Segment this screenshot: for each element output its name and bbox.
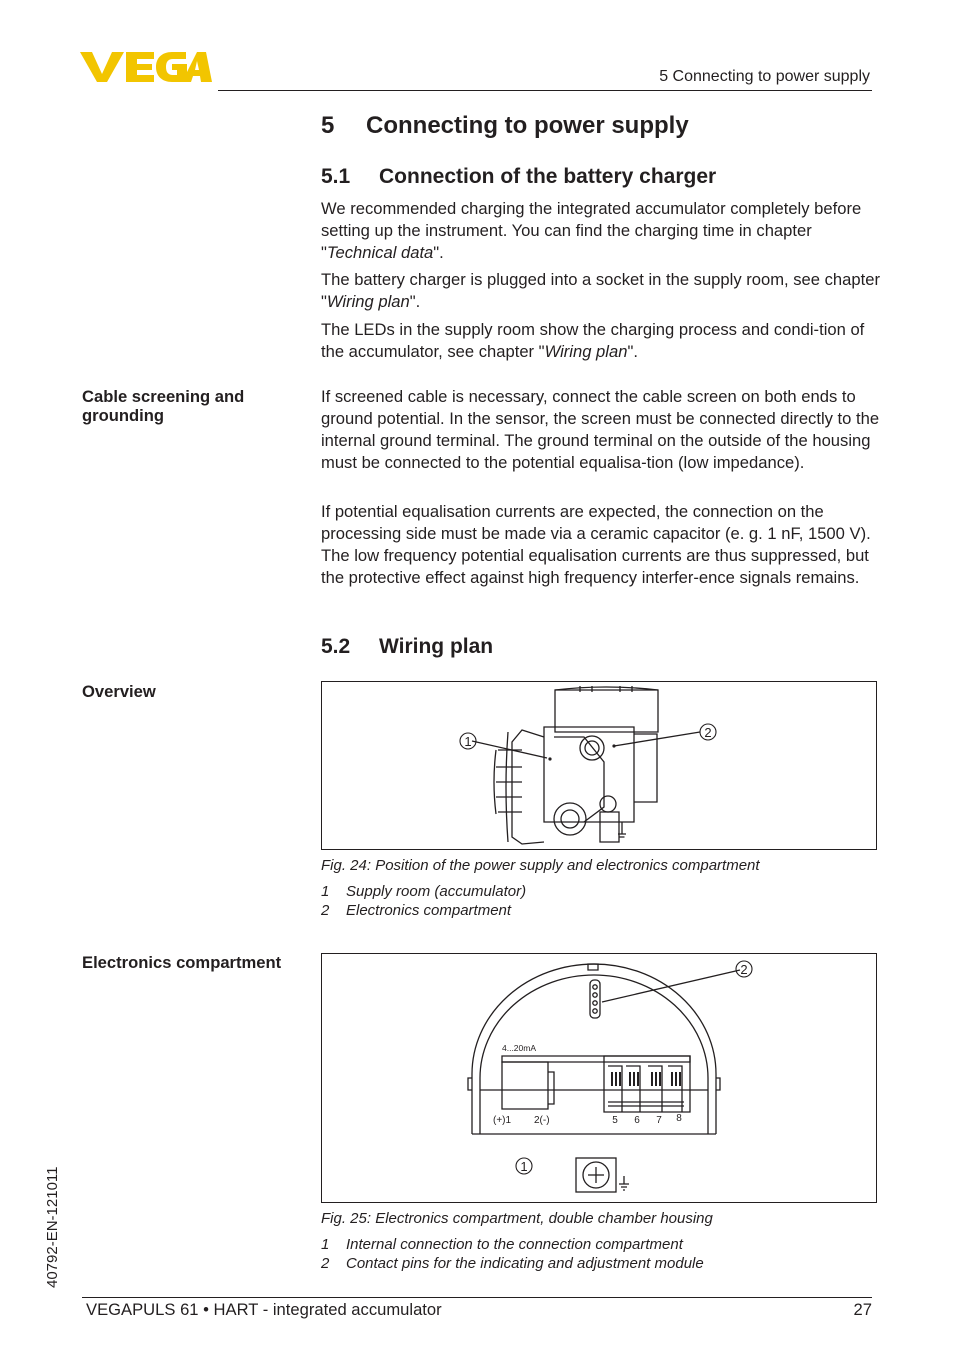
section-heading-5-1 [321,165,716,189]
terminal-5-label: 5 [612,1115,618,1126]
chapter-ref-technical-data: Technical data [326,243,434,262]
callout-2: 2 [740,962,748,977]
legend-number: 2 [321,902,330,919]
legend-item [321,1254,704,1273]
footer-rule [82,1297,872,1298]
chapter-number: 5 [321,112,335,139]
ground-terminal [576,1158,629,1192]
callout-1: 1 [464,734,472,749]
section-title: Wiring plan [379,635,494,658]
terminal-7-label: 7 [656,1115,662,1126]
battery-paragraph-3 [321,319,881,363]
legend-number: 2 [321,1255,330,1272]
chapter-title: Connecting to power supply [366,112,689,139]
legend-text: Electronics compartment [346,902,512,919]
vega-logo [80,50,212,84]
figure-25-caption: Fig. 25: Electronics compartment, double chamber housing [321,1210,713,1227]
page-number: 27 [853,1300,872,1319]
text-run: The LEDs in the supply room show the charging process and condi-tion of the accumulator, see chapter " [321,320,865,361]
battery-paragraph-2 [321,269,881,313]
text-run: ". [409,292,421,311]
text-run: We recommended charging the integrated accumulator completely before setting up the instrument. You can find the charging time in chapter " [321,199,862,262]
figure-25-legend [321,1235,704,1273]
callout-2: 2 [704,725,712,740]
footer-title: VEGAPULS 61 • HART - integrated accumulator [86,1300,442,1319]
section-title: Connection of the battery charger [379,165,717,188]
legend-text: Internal connection to the connection compartment [346,1236,683,1253]
figure-24-caption: Fig. 24: Position of the power supply and electronics compartment [321,857,760,874]
text-run: ". [433,243,444,262]
legend-number: 1 [321,883,330,900]
legend-item [321,882,526,901]
current-label: 4...20mA [502,1043,537,1053]
legend-text: Supply room (accumulator) [346,883,527,900]
terminal-plus-label: (+)1 [493,1115,512,1126]
cable-screening-paragraph-1: If screened cable is necessary, connect the cable screen on both ends to ground potential. In the sensor, the screen must be connected directly to the internal ground terminal. The ground terminal on the outside of the housing must be connected to the potential equalisa-tion (low impedance). [321,387,880,472]
legend-number: 1 [321,1236,330,1253]
chapter-heading [321,112,689,140]
text-run: The battery charger is plugged into a socket in the supply room, see chapter " [321,270,880,311]
text-run: ". [627,342,638,361]
side-heading-cable-screening: Cable screening and grounding [82,387,245,425]
section-heading-5-2 [321,635,493,659]
terminal-6-label: 6 [634,1115,640,1126]
figure-25-box [321,953,877,1203]
terminal-8-label: 8 [676,1113,682,1124]
electronics-compartment-drawing [322,954,876,1202]
chapter-ref-wiring-plan: Wiring plan [326,292,410,311]
section-number: 5.2 [321,635,351,658]
chapter-ref-wiring-plan: Wiring plan [544,342,628,361]
document-id: 40792-EN-121011 [44,1166,61,1288]
legend-text: Contact pins for the indicating and adjustment module [346,1255,704,1272]
terminal-minus-label: 2(-) [534,1115,550,1126]
cable-screening-paragraph-2: If potential equalisation currents are expected, the connection on the processing side must be made via a ceramic capacitor (e. g. 1 nF, 1500 V). The low frequency potential equalisation currents are thus suppressed, but the protective effect against high frequency interfer-ence signals remains. [321,502,871,587]
figure-24-legend [321,882,526,920]
figure-24-box [321,681,877,850]
battery-paragraph-1 [321,198,881,264]
running-header: 5 Connecting to power supply [659,68,870,85]
legend-item [321,1235,704,1254]
housing-overview-drawing [322,682,876,849]
side-heading-electronics-compartment: Electronics compartment [82,953,282,972]
callout-1: 1 [520,1159,528,1174]
section-number: 5.1 [321,165,351,188]
legend-item [321,901,526,920]
side-heading-overview: Overview [82,682,156,701]
header-rule [218,90,872,91]
